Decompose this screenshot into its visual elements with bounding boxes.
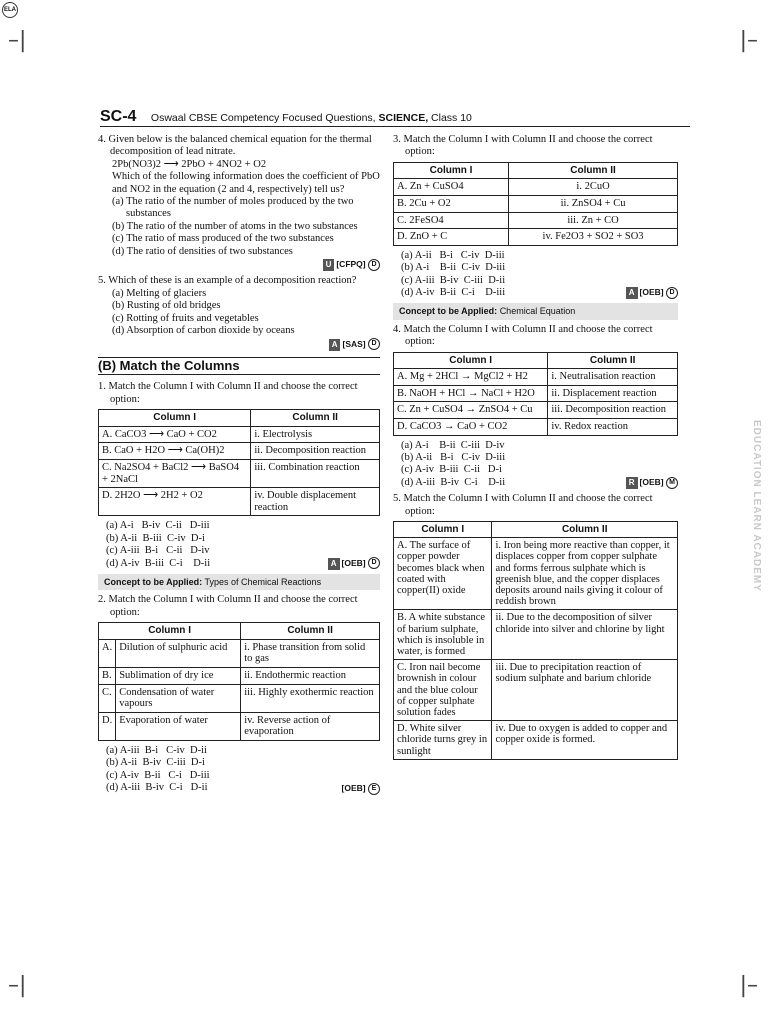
question-5: 5. Which of these is an example of a decomposition reaction? (a) Melting of glaciers (b) Rusting of old bridges (c) Rotting of fruits and vegetables (d) Absorption of carbon dioxide by oceans A [SAS] D: [98, 275, 380, 350]
table-row: C. Zn + CuSO4 → ZnSO4 + Cu iii. Decomposition reaction: [394, 402, 678, 419]
match-question-5: 5. Match the Column I with Column II and choose the correct option: Column I Column II A. The surface of copper powder becomes black when coated with copper(II) oxide i. Iron being more reactive than copper, it displaces copper from copper sulphate and forms ferrous sulphate which is greenish blue, and the copper displaces deposits around nails giving it colour of reddish brown B. A white substance of barium sulphate, which is insoluble in water, is formed ii. Due to the decomposition of silver chloride into silver and chlorine by light C. Iron nail become brownish in colour and the blue colour of copper sulphate solution fades iii. Due to precipitation reaction of sodium sulphate and barium chloride D. White silver chloride turns grey in sunlight iv. Due to oxygen is added to copper and copper oxide is formed.: [393, 493, 678, 760]
table-row: A. Mg + 2HCl → MgCl2 + H2 i. Neutralisation reaction: [394, 369, 678, 386]
question-tag: A [OEB] D: [328, 557, 380, 570]
answer-option: (c) A-iv B-iii C-ii D-i: [401, 464, 502, 476]
table-row: C. Iron nail become brownish in colour and the blue colour of copper sulphate solution fades iii. Due to precipitation reaction of sodium sulphate and barium chloride: [394, 660, 678, 721]
header-rule: [100, 126, 690, 127]
page-header: [100, 108, 690, 126]
answer-option: (d) A-iv B-ii C-i D-iii: [401, 287, 506, 298]
question-tag: [OEB] E: [342, 782, 380, 795]
page-code: SC-4: [100, 108, 137, 125]
match-question-4: 4. Match the Column I with Column II and choose the correct option: Column I Column II A. Mg + 2HCl → MgCl2 + H2 i. Neutralisation reaction B. NaOH + HCl → NaCl + H2O ii. Displacement reaction C. Zn + CuSO4 → ZnSO4 + Cu iii. Decomposition reaction D. CaCO3 → CaO + CO2 iv. Redox reaction (a) A-i B-ii C-iii D-iv (b) A-ii B-i C-iv D-iii (c) A-iv B-iii C-ii D-i (d) A-iii B-iv C-i D-ii R [OEB] M: [393, 324, 678, 489]
section-heading: (B) Match the Columns: [98, 357, 380, 375]
answer-option: (b) A-ii B-iii C-iv D-i: [106, 532, 205, 544]
match-question-1: 1. Match the Column I with Column II and choose the correct option: Column I Column II A. CaCO3 ⟶ CaO + CO2 i. Electrolysis B. CaO + H2O ⟶ Ca(OH)2 ii. Decomposition reaction C. Na2SO4 + BaCl2 ⟶ BaSO4 + 2NaCl iii. Combination reaction D. 2H2O ⟶ 2H2 + O2 iv. Double displacement reaction (a) A-i B-iv C-ii D-iii (b) A-ii B-iii C-iv D-i (c) A-iii B-i C-ii D-iv (d) A-iv B-iii C-i D-ii A [OEB] D: [98, 381, 380, 570]
right-column: [393, 134, 678, 764]
table-row: A. CaCO3 ⟶ CaO + CO2 i. Electrolysis: [99, 426, 380, 443]
answer-option: (c) A-iv B-ii C-i D-iii: [106, 769, 210, 781]
answer-option: (a) A-iii B-i C-iv D-ii: [106, 744, 207, 756]
answer-option: (a) A-i B-ii C-iii D-iv: [401, 439, 505, 451]
match-table: Column I Column II A. The surface of copper powder becomes black when coated with copper(II) oxide i. Iron being more reactive than copper, it displaces copper from copper sulphate and forms ferrous sulphate which is greenish blue, and the copper displaces deposits around nails giving it colour of reddish brown B. A white substance of barium sulphate, which is insoluble in water, is formed ii. Due to the decomposition of silver chloride into silver and chlorine by light C. Iron nail become brownish in colour and the blue colour of copper sulphate solution fades iii. Due to precipitation reaction of sodium sulphate and barium chloride D. White silver chloride turns grey in sunlight iv. Due to oxygen is added to copper and copper oxide is formed.: [393, 521, 678, 760]
answer-option: (d) A-iii B-iv C-i D-ii: [106, 782, 208, 794]
option: (c) The ratio of mass produced of the two substances: [112, 233, 334, 245]
table-row: A. Dilution of sulphuric acid i. Phase transition from solid to gas: [99, 639, 380, 667]
match-table: Column I Column II A. Mg + 2HCl → MgCl2 + H2 i. Neutralisation reaction B. NaOH + HCl → NaCl + H2O ii. Displacement reaction C. Zn + CuSO4 → ZnSO4 + Cu iii. Decomposition reaction D. CaCO3 → CaO + CO2 iv. Redox reaction: [393, 352, 678, 436]
concept-box: Concept to be Applied: Chemical Equation: [393, 303, 678, 319]
match-table: Column I Column II A. CaCO3 ⟶ CaO + CO2 i. Electrolysis B. CaO + H2O ⟶ Ca(OH)2 ii. Decomposition reaction C. Na2SO4 + BaCl2 ⟶ BaSO4 + 2NaCl iii. Combination reaction D. 2H2O ⟶ 2H2 + O2 iv. Double displacement reaction: [98, 409, 380, 516]
table-row: C. Condensation of water vapours iii. Highly exothermic reaction: [99, 684, 380, 712]
answer-option: (b) A-i B-ii C-iv D-iii: [401, 262, 506, 274]
question-tag: R [OEB] M: [626, 476, 678, 489]
concept-box: Concept to be Applied: Types of Chemical Reactions: [98, 574, 380, 590]
option: (b) Rusting of old bridges: [112, 300, 221, 312]
question-4: 4. Given below is the balanced chemical equation for the thermal decomposition of lead nitrate. 2Pb(NO3)2 ⟶ 2PbO + 4NO2 + O2 Which of the following information does the coefficient of PbO and NO2 in the equation (2 and 4, respectively) tell us? (a) The ratio of the number of moles produced by the two substances (b) The ratio of the number of atoms in the two substances (c) The ratio of mass produced of the two substances (d) The ratio of densities of two substances U [CFPQ] D: [98, 134, 380, 271]
question-tag: U [CFPQ] D: [98, 258, 380, 271]
table-row: A. Zn + CuSO4 i. 2CuO: [394, 179, 678, 196]
question-tag: A [OEB] D: [626, 286, 678, 299]
table-row: B. Sublimation of dry ice ii. Endothermic reaction: [99, 667, 380, 684]
option: (a) The ratio of the number of moles produced by the two substances: [112, 196, 354, 220]
table-row: D. White silver chloride turns grey in sunlight iv. Due to oxygen is added to copper and copper oxide is formed.: [394, 721, 678, 760]
answer-option: (c) A-iii B-i C-ii D-iv: [106, 545, 210, 557]
match-table: Column I Column II A. Zn + CuSO4 i. 2CuO B. 2Cu + O2 ii. ZnSO4 + Cu C. 2FeSO4 iii. Zn + CO D. ZnO + C iv. Fe2O3 + SO2 + SO3: [393, 162, 678, 246]
answer-option: (a) A-i B-iv C-ii D-iii: [106, 520, 210, 532]
book-title: Oswaal CBSE Competency Focused Questions, SCIENCE, Class 10: [150, 112, 472, 124]
question-tag: A [SAS] D: [98, 338, 380, 351]
match-question-2: 2. Match the Column I with Column II and choose the correct option: Column I Column II A. Dilution of sulphuric acid i. Phase transition from solid to gas B. Sublimation of dry ice ii. Endothermic reaction C. Condensation of water vapours iii. Highly exothermic reaction D. Evaporation of water iv. Reverse action of evaporation (a) A-iii B-i C-iv D-ii (b) A-ii B-iv C-iii D-i (c) A-iv B-ii C-i D-iii (d) A-iii B-iv C-i D-ii [OEB] E: [98, 594, 380, 794]
left-column: [98, 134, 380, 799]
answer-option: (b) A-ii B-iv C-iii D-i: [106, 757, 205, 769]
table-row: B. 2Cu + O2 ii. ZnSO4 + Cu: [394, 196, 678, 213]
answer-option: (d) A-iv B-iii C-i D-ii: [106, 557, 211, 569]
table-row: C. Na2SO4 + BaCl2 ⟶ BaSO4 + 2NaCl iii. Combination reaction: [99, 459, 380, 487]
table-row: B. NaOH + HCl → NaCl + H2O ii. Displacement reaction: [394, 385, 678, 402]
option: (d) The ratio of densities of two substances: [112, 245, 293, 257]
crop-mark: |–: [739, 28, 758, 53]
table-row: A. The surface of copper powder becomes black when coated with copper(II) oxide i. Iron being more reactive than copper, it displaces copper from copper sulphate and forms ferrous sulphate which is greenish blue, and the copper displaces deposits around nails giving it colour of reddish brown: [394, 538, 678, 610]
logo-badge: ELA: [2, 2, 18, 18]
table-row: D. 2H2O ⟶ 2H2 + O2 iv. Double displacement reaction: [99, 488, 380, 516]
table-row: D. ZnO + C iv. Fe2O3 + SO2 + SO3: [394, 229, 678, 246]
table-row: D. CaCO3 → CaO + CO2 iv. Redox reaction: [394, 419, 678, 436]
crop-mark: –|: [8, 28, 27, 53]
match-table: Column I Column II A. Dilution of sulphuric acid i. Phase transition from solid to gas B. Sublimation of dry ice ii. Endothermic reaction C. Condensation of water vapours iii. Highly exothermic reaction D. Evaporation of water iv. Reverse action of evaporation: [98, 622, 380, 741]
option: (d) Absorption of carbon dioxide by oceans: [112, 325, 295, 337]
option: (a) Melting of glaciers: [112, 287, 207, 299]
table-row: C. 2FeSO4 iii. Zn + CO: [394, 212, 678, 229]
table-row: D. Evaporation of water iv. Reverse action of evaporation: [99, 712, 380, 740]
table-row: B. CaO + H2O ⟶ Ca(OH)2 ii. Decomposition reaction: [99, 443, 380, 460]
answer-option: (a) A-ii B-i C-iv D-iii: [401, 249, 505, 261]
option: (c) Rotting of fruits and vegetables: [112, 312, 259, 324]
answer-option: (c) A-iii B-iv C-iii D-ii: [401, 274, 506, 286]
option: (b) The ratio of the number of atoms in the two substances: [112, 220, 358, 232]
answer-option: (b) A-ii B-i C-iv D-iii: [401, 452, 506, 463]
equation: 2Pb(NO3)2 ⟶ 2PbO + 4NO2 + O2: [112, 158, 267, 170]
crop-mark: |–: [739, 973, 758, 998]
crop-mark: –|: [8, 973, 27, 998]
table-row: B. A white substance of barium sulphate, which is insoluble in water, is formed ii. Due to the decomposition of silver chloride into silver and chlorine by light: [394, 610, 678, 660]
watermark-text: EDUCATION LEARN ACADEMY: [751, 420, 762, 592]
match-question-3: 3. Match the Column I with Column II and choose the correct option: Column I Column II A. Zn + CuSO4 i. 2CuO B. 2Cu + O2 ii. ZnSO4 + Cu C. 2FeSO4 iii. Zn + CO D. ZnO + C iv. Fe2O3 + SO2 + SO3 (a) A-ii B-i C-iv D-iii (b) A-i B-ii C-iv D-iii (c) A-iii B-iv C-iii D-ii (d) A-iv B-ii C-i D-iii A [OEB] D: [393, 134, 678, 299]
answer-option: (d) A-iii B-iv C-i D-ii: [401, 476, 506, 488]
